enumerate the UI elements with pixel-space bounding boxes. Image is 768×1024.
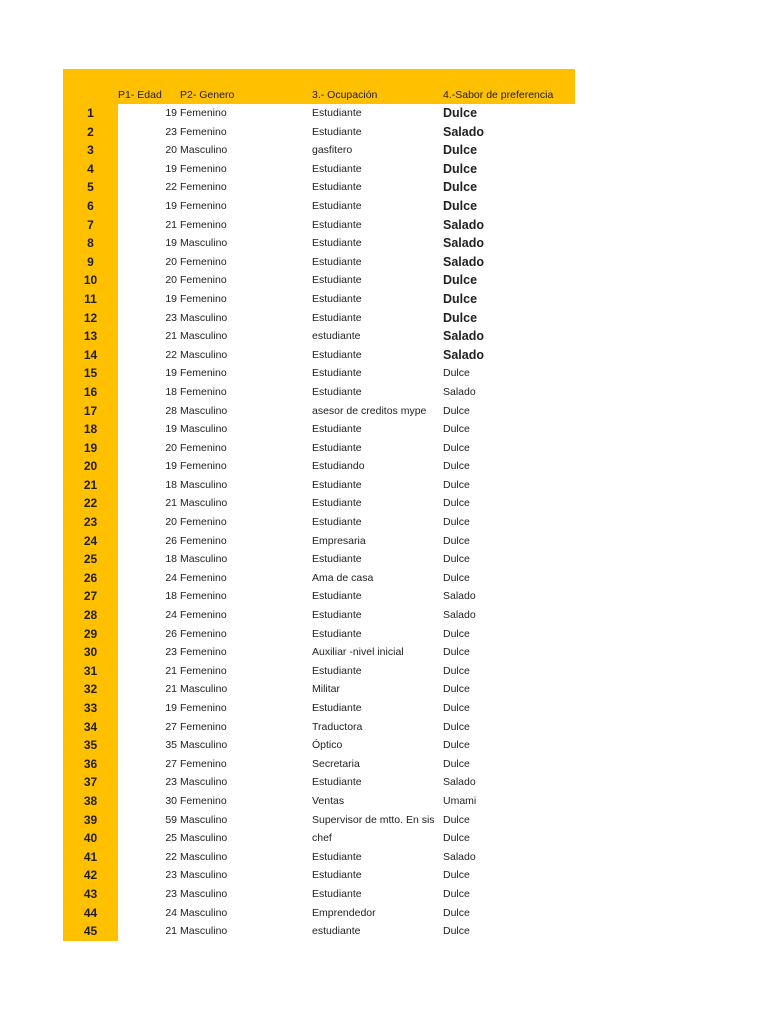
table-row: [63, 755, 575, 774]
table-row: [63, 327, 575, 346]
flavor-cell[interactable]: Dulce: [443, 925, 470, 938]
row-number[interactable]: 41: [63, 848, 118, 867]
table-row: [63, 866, 575, 885]
age-cell[interactable]: 24: [165, 906, 177, 919]
table-row: [63, 736, 575, 755]
flavor-cell[interactable]: Dulce: [443, 404, 470, 417]
gender-cell[interactable]: Masculino: [180, 144, 228, 157]
age-cell[interactable]: 23: [165, 311, 177, 324]
flavor-cell[interactable]: Dulce: [443, 497, 470, 510]
age-cell[interactable]: 19: [165, 367, 177, 380]
flavor-cell[interactable]: Dulce: [443, 627, 470, 640]
age-cell[interactable]: 22: [165, 181, 177, 194]
occupation-cell[interactable]: Estudiante: [312, 423, 362, 436]
occupation-cell[interactable]: Estudiando: [312, 460, 365, 473]
occupation-cell[interactable]: Estudiante: [312, 590, 362, 603]
flavor-cell[interactable]: Dulce: [443, 273, 478, 288]
row-number[interactable]: 17: [63, 402, 118, 421]
flavor-cell[interactable]: Salado: [443, 590, 476, 603]
table-row: [63, 253, 575, 272]
gender-cell[interactable]: Masculino: [180, 553, 228, 566]
age-cell[interactable]: 22: [165, 850, 177, 863]
table-row: [63, 848, 575, 867]
flavor-cell[interactable]: Dulce: [443, 478, 470, 491]
gender-cell[interactable]: Femenino: [180, 534, 227, 547]
gender-cell[interactable]: Masculino: [180, 237, 228, 250]
gender-cell[interactable]: Masculino: [180, 348, 228, 361]
flavor-cell[interactable]: Dulce: [443, 143, 478, 158]
gender-cell[interactable]: Femenino: [180, 441, 227, 454]
flavor-cell[interactable]: Salado: [443, 217, 484, 232]
table-row: [63, 569, 575, 588]
table-row: [63, 178, 575, 197]
gender-cell[interactable]: Femenino: [180, 460, 227, 473]
table-row: [63, 680, 575, 699]
row-number[interactable]: 44: [63, 904, 118, 923]
row-number[interactable]: 38: [63, 792, 118, 811]
table-row: [63, 550, 575, 569]
row-number[interactable]: 2: [63, 123, 118, 142]
row-number[interactable]: 7: [63, 216, 118, 235]
occupation-cell[interactable]: Estudiante: [312, 255, 362, 268]
flavor-cell[interactable]: Dulce: [443, 739, 470, 752]
gender-cell[interactable]: Femenino: [180, 627, 227, 640]
flavor-cell[interactable]: Dulce: [443, 516, 470, 529]
row-number[interactable]: 30: [63, 643, 118, 662]
gender-cell[interactable]: Femenino: [180, 199, 227, 212]
row-number[interactable]: 19: [63, 439, 118, 458]
occupation-cell[interactable]: gasfitero: [312, 144, 353, 157]
occupation-cell[interactable]: Estudiante: [312, 125, 362, 138]
gender-cell[interactable]: Masculino: [180, 404, 228, 417]
flavor-cell[interactable]: Dulce: [443, 757, 470, 770]
age-cell[interactable]: 18: [165, 590, 177, 603]
gender-cell[interactable]: Masculino: [180, 423, 228, 436]
flavor-cell[interactable]: Dulce: [443, 720, 470, 733]
age-cell[interactable]: 19: [165, 460, 177, 473]
flavor-cell[interactable]: Dulce: [443, 869, 470, 882]
age-cell[interactable]: 19: [165, 199, 177, 212]
occupation-cell[interactable]: Estudiante: [312, 664, 362, 677]
occupation-cell[interactable]: Estudiante: [312, 367, 362, 380]
occupation-cell[interactable]: Estudiante: [312, 181, 362, 194]
table-row: [63, 532, 575, 551]
row-number[interactable]: 29: [63, 625, 118, 644]
age-cell[interactable]: 23: [165, 869, 177, 882]
age-cell[interactable]: 19: [165, 237, 177, 250]
gender-cell[interactable]: Femenino: [180, 664, 227, 677]
age-cell[interactable]: 21: [165, 497, 177, 510]
header-genero[interactable]: P2- Genero: [180, 89, 235, 101]
occupation-cell[interactable]: Estudiante: [312, 237, 362, 250]
age-cell[interactable]: 21: [165, 218, 177, 231]
row-number[interactable]: 33: [63, 699, 118, 718]
row-number[interactable]: 28: [63, 606, 118, 625]
row-number[interactable]: 16: [63, 383, 118, 402]
occupation-cell[interactable]: Estudiante: [312, 869, 362, 882]
flavor-cell[interactable]: Dulce: [443, 553, 470, 566]
occupation-cell[interactable]: estudiante: [312, 925, 361, 938]
age-cell[interactable]: 22: [165, 348, 177, 361]
age-cell[interactable]: 21: [165, 925, 177, 938]
row-number[interactable]: 1: [63, 104, 118, 123]
gender-cell[interactable]: Femenino: [180, 590, 227, 603]
table-row: [63, 718, 575, 737]
age-cell[interactable]: 26: [165, 534, 177, 547]
flavor-cell[interactable]: Dulce: [443, 291, 478, 306]
gender-cell[interactable]: Masculino: [180, 850, 228, 863]
table-row: [63, 625, 575, 644]
occupation-cell[interactable]: Estudiante: [312, 850, 362, 863]
flavor-cell[interactable]: Dulce: [443, 106, 478, 120]
table-row: [63, 773, 575, 792]
table-row: [63, 290, 575, 309]
table-row: [63, 234, 575, 253]
row-number[interactable]: 15: [63, 364, 118, 383]
flavor-cell[interactable]: Dulce: [443, 310, 478, 325]
table-row: [63, 457, 575, 476]
row-number[interactable]: 43: [63, 885, 118, 904]
gender-cell[interactable]: Femenino: [180, 794, 227, 807]
table-row: [63, 104, 575, 123]
gender-cell[interactable]: Femenino: [180, 255, 227, 268]
row-number[interactable]: 31: [63, 662, 118, 681]
age-cell[interactable]: 19: [165, 423, 177, 436]
gender-cell[interactable]: Femenino: [180, 367, 227, 380]
age-cell[interactable]: 19: [165, 292, 177, 305]
occupation-cell[interactable]: Estudiante: [312, 702, 362, 714]
flavor-cell[interactable]: Dulce: [443, 198, 478, 213]
occupation-cell[interactable]: Estudiante: [312, 516, 362, 529]
row-number[interactable]: 36: [63, 755, 118, 774]
row-number[interactable]: 24: [63, 532, 118, 551]
age-cell[interactable]: 18: [165, 385, 177, 398]
row-number[interactable]: 13: [63, 327, 118, 346]
age-cell[interactable]: 20: [165, 274, 177, 287]
gender-cell[interactable]: Masculino: [180, 776, 228, 789]
row-number[interactable]: 6: [63, 197, 118, 216]
occupation-cell[interactable]: Estudiante: [312, 553, 362, 566]
flavor-cell[interactable]: Dulce: [443, 664, 470, 677]
flavor-cell[interactable]: Salado: [443, 385, 476, 398]
age-cell[interactable]: 18: [165, 553, 177, 566]
occupation-cell[interactable]: Estudiante: [312, 162, 362, 175]
occupation-cell[interactable]: Estudiante: [312, 887, 362, 900]
gender-cell[interactable]: Femenino: [180, 385, 227, 398]
row-number[interactable]: 39: [63, 811, 118, 830]
row-number[interactable]: 35: [63, 736, 118, 755]
row-number[interactable]: 3: [63, 141, 118, 160]
table-row: [63, 699, 575, 718]
occupation-cell[interactable]: Supervisor de mtto. En sis: [312, 813, 435, 826]
header-edad[interactable]: P1- Edad: [118, 89, 162, 101]
row-number[interactable]: 26: [63, 569, 118, 588]
occupation-cell[interactable]: Estudiante: [312, 107, 362, 119]
row-number[interactable]: 40: [63, 829, 118, 848]
table-row: [63, 476, 575, 495]
gender-cell[interactable]: Femenino: [180, 720, 227, 733]
spreadsheet: [63, 69, 575, 941]
table-body: [63, 104, 575, 941]
gender-cell[interactable]: Masculino: [180, 311, 228, 324]
gender-cell[interactable]: Masculino: [180, 330, 228, 343]
occupation-cell[interactable]: Estudiante: [312, 348, 362, 361]
occupation-cell[interactable]: Auxiliar -nivel inicial: [312, 646, 404, 659]
table-row: [63, 123, 575, 142]
age-cell[interactable]: 30: [165, 794, 177, 807]
table-row: [63, 587, 575, 606]
age-cell[interactable]: 27: [165, 757, 177, 770]
header-row: [63, 69, 575, 104]
gender-cell[interactable]: Femenino: [180, 609, 227, 622]
flavor-cell[interactable]: Dulce: [443, 441, 470, 454]
gender-cell[interactable]: Masculino: [180, 887, 228, 900]
occupation-cell[interactable]: Estudiante: [312, 274, 362, 287]
occupation-cell[interactable]: chef: [312, 832, 332, 845]
row-number[interactable]: 32: [63, 680, 118, 699]
age-cell[interactable]: 20: [165, 255, 177, 268]
table-row: [63, 513, 575, 532]
table-row: [63, 494, 575, 513]
table-row: [63, 197, 575, 216]
occupation-cell[interactable]: Estudiante: [312, 199, 362, 212]
row-number[interactable]: 34: [63, 718, 118, 737]
row-number[interactable]: 25: [63, 550, 118, 569]
gender-cell[interactable]: Femenino: [180, 274, 227, 287]
table-row: [63, 811, 575, 830]
row-number[interactable]: 42: [63, 866, 118, 885]
table-row: [63, 885, 575, 904]
occupation-cell[interactable]: Estudiante: [312, 609, 362, 622]
table-row: [63, 216, 575, 235]
age-cell[interactable]: 28: [165, 404, 177, 417]
age-cell[interactable]: 23: [165, 887, 177, 900]
row-number[interactable]: 9: [63, 253, 118, 272]
age-cell[interactable]: 24: [165, 571, 177, 584]
age-cell[interactable]: 18: [165, 478, 177, 491]
row-number[interactable]: 10: [63, 271, 118, 290]
occupation-cell[interactable]: Secretaria: [312, 757, 360, 770]
table-row: [63, 402, 575, 421]
flavor-cell[interactable]: Dulce: [443, 887, 470, 900]
age-cell[interactable]: 26: [165, 627, 177, 640]
flavor-cell[interactable]: Dulce: [443, 832, 470, 845]
gender-cell[interactable]: Masculino: [180, 478, 228, 491]
row-number[interactable]: 37: [63, 773, 118, 792]
gender-cell[interactable]: Femenino: [180, 162, 227, 175]
gender-cell[interactable]: Masculino: [180, 925, 228, 938]
occupation-cell[interactable]: asesor de creditos mype: [312, 404, 427, 417]
age-cell[interactable]: 20: [165, 144, 177, 157]
occupation-cell[interactable]: Ama de casa: [312, 571, 374, 584]
occupation-cell[interactable]: Estudiante: [312, 311, 362, 324]
occupation-cell[interactable]: Emprendedor: [312, 906, 376, 919]
table-row: [63, 420, 575, 439]
age-cell[interactable]: 19: [165, 162, 177, 175]
age-cell[interactable]: 24: [165, 609, 177, 622]
row-number[interactable]: 18: [63, 420, 118, 439]
header-ocupacion[interactable]: 3.- Ocupación: [312, 89, 378, 101]
age-cell[interactable]: 23: [165, 125, 177, 138]
occupation-cell[interactable]: Militar: [312, 683, 340, 696]
gender-cell[interactable]: Masculino: [180, 813, 228, 826]
table-row: [63, 643, 575, 662]
table-row: [63, 792, 575, 811]
flavor-cell[interactable]: Umami: [443, 794, 477, 807]
row-number[interactable]: 11: [63, 290, 118, 309]
flavor-cell[interactable]: Dulce: [443, 161, 478, 176]
table-row: [63, 141, 575, 160]
gender-cell[interactable]: Masculino: [180, 832, 228, 845]
gender-cell[interactable]: Femenino: [180, 181, 227, 194]
gender-cell[interactable]: Masculino: [180, 497, 228, 510]
gender-cell[interactable]: Masculino: [180, 906, 228, 919]
occupation-cell[interactable]: Traductora: [312, 720, 363, 733]
table-row: [63, 439, 575, 458]
gender-cell[interactable]: Masculino: [180, 739, 228, 752]
table-row: [63, 606, 575, 625]
row-number[interactable]: 5: [63, 178, 118, 197]
age-cell[interactable]: 21: [165, 683, 177, 696]
row-number[interactable]: 21: [63, 476, 118, 495]
age-cell[interactable]: 19: [165, 107, 177, 119]
row-number[interactable]: 14: [63, 346, 118, 365]
flavor-cell[interactable]: Salado: [443, 236, 484, 251]
age-cell[interactable]: 59: [165, 813, 177, 826]
row-number[interactable]: 4: [63, 160, 118, 179]
table-row: [63, 271, 575, 290]
age-cell[interactable]: 35: [165, 739, 177, 752]
age-cell[interactable]: 23: [165, 776, 177, 789]
table-row: [63, 160, 575, 179]
flavor-cell[interactable]: Dulce: [443, 906, 470, 919]
flavor-cell[interactable]: Dulce: [443, 646, 470, 659]
gender-cell[interactable]: Femenino: [180, 516, 227, 529]
occupation-cell[interactable]: Ventas: [312, 794, 345, 807]
row-number[interactable]: 23: [63, 513, 118, 532]
flavor-cell[interactable]: Dulce: [443, 367, 470, 380]
occupation-cell[interactable]: Empresaria: [312, 534, 366, 547]
age-cell[interactable]: 21: [165, 330, 177, 343]
gender-cell[interactable]: Femenino: [180, 702, 227, 714]
occupation-cell[interactable]: Estudiante: [312, 627, 362, 640]
gender-cell[interactable]: Masculino: [180, 869, 228, 882]
occupation-cell[interactable]: Óptico: [312, 739, 343, 752]
table-row: [63, 364, 575, 383]
row-number[interactable]: 8: [63, 234, 118, 253]
occupation-cell[interactable]: Estudiante: [312, 385, 362, 398]
age-cell[interactable]: 20: [165, 516, 177, 529]
flavor-cell[interactable]: Salado: [443, 850, 476, 863]
age-cell[interactable]: 21: [165, 664, 177, 677]
flavor-cell[interactable]: Dulce: [443, 180, 478, 195]
occupation-cell[interactable]: Estudiante: [312, 776, 362, 789]
gender-cell[interactable]: Femenino: [180, 107, 227, 119]
table-row: [63, 309, 575, 328]
flavor-cell[interactable]: Dulce: [443, 460, 470, 473]
row-number[interactable]: 22: [63, 494, 118, 513]
table-row: [63, 904, 575, 923]
table-row: [63, 383, 575, 402]
header-sabor[interactable]: 4.-Sabor de preferencia: [443, 89, 554, 101]
gender-cell[interactable]: Femenino: [180, 757, 227, 770]
gender-cell[interactable]: Masculino: [180, 683, 228, 696]
flavor-cell[interactable]: Dulce: [443, 683, 470, 696]
gender-cell[interactable]: Femenino: [180, 646, 227, 659]
occupation-cell[interactable]: Estudiante: [312, 478, 362, 491]
flavor-cell[interactable]: Salado: [443, 329, 484, 344]
age-cell[interactable]: 19: [165, 702, 177, 714]
flavor-cell[interactable]: Salado: [443, 254, 484, 269]
occupation-cell[interactable]: Estudiante: [312, 292, 362, 305]
table-row: [63, 662, 575, 681]
flavor-cell[interactable]: Dulce: [443, 702, 470, 714]
flavor-cell[interactable]: Dulce: [443, 534, 470, 547]
flavor-cell[interactable]: Salado: [443, 609, 476, 622]
flavor-cell[interactable]: Salado: [443, 124, 484, 139]
flavor-cell[interactable]: Dulce: [443, 813, 470, 826]
gender-cell[interactable]: Femenino: [180, 292, 227, 305]
gender-cell[interactable]: Femenino: [180, 218, 227, 231]
flavor-cell[interactable]: Salado: [443, 347, 484, 362]
row-number[interactable]: 27: [63, 587, 118, 606]
table-row: [63, 829, 575, 848]
row-number[interactable]: 20: [63, 457, 118, 476]
age-cell[interactable]: 20: [165, 441, 177, 454]
age-cell[interactable]: 27: [165, 720, 177, 733]
flavor-cell[interactable]: Dulce: [443, 571, 470, 584]
table-row: [63, 922, 575, 941]
gender-cell[interactable]: Femenino: [180, 125, 227, 138]
occupation-cell[interactable]: Estudiante: [312, 441, 362, 454]
row-number[interactable]: 12: [63, 309, 118, 328]
row-number[interactable]: 45: [63, 922, 118, 941]
flavor-cell[interactable]: Salado: [443, 776, 476, 789]
gender-cell[interactable]: Femenino: [180, 571, 227, 584]
age-cell[interactable]: 25: [165, 832, 177, 845]
age-cell[interactable]: 23: [165, 646, 177, 659]
table-row: [63, 346, 575, 365]
occupation-cell[interactable]: estudiante: [312, 330, 361, 343]
occupation-cell[interactable]: Estudiante: [312, 218, 362, 231]
flavor-cell[interactable]: Dulce: [443, 423, 470, 436]
occupation-cell[interactable]: Estudiante: [312, 497, 362, 510]
